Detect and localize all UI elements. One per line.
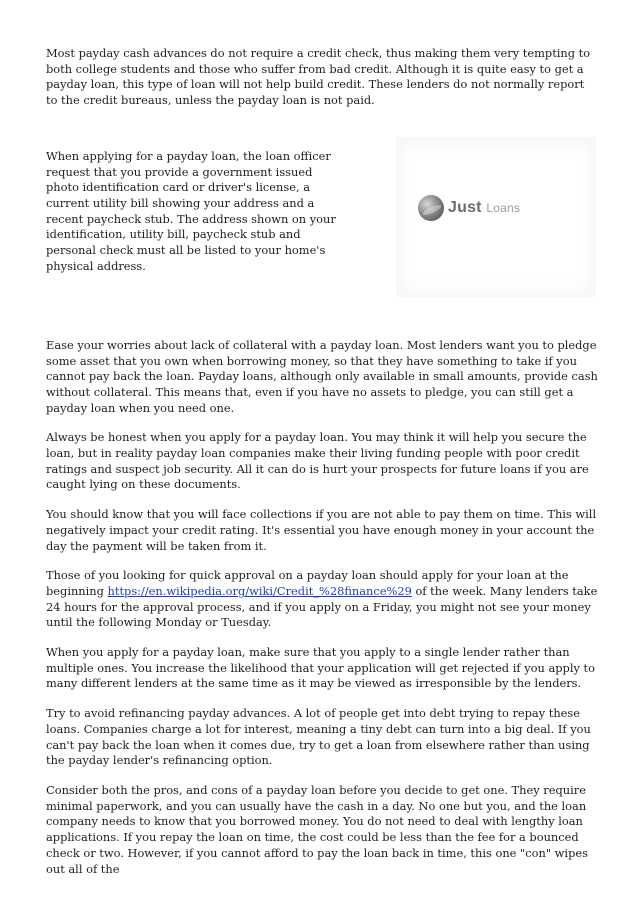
quick-approval-text-start: Those of you looking for quick approval on a payday loan should apply for your loan at the beginning <box>46 568 569 598</box>
paragraph-collections: You should know that you will face collections if you are not able to pay them on time. This will negatively impact your credit rating. It's essential you have enough money in your account the day the payment will be taken from it. <box>46 507 597 553</box>
paragraph-single-lender: When you apply for a payday loan, make sure that you apply to a single lender rather than multiple ones. You increase the likelihood that your application will get rejected if you apply to many different lenders at the same time as it may be viewed as irresponsible by the lenders. <box>46 645 595 691</box>
paragraph-honesty: Always be honest when you apply for a payday loan. You may think it will help you secure the loan, but in reality payday loan companies make their living funding people with poor credit ratings and suspect job security. All it can do is hurt your prospects for future loans if you are caught lying on these documents. <box>46 430 589 492</box>
paragraph-pros-cons: Consider both the pros, and cons of a payday loan before you decide to get one. They require minimal paperwork, and you can usually have the cash in a day. No one but you, and the loan company needs to know that you borrowed money. You do not need to deal with lengthy loan applications. If you repay the loan on time, the cost could be less than the fee for a bounced check or two. However, if you cannot afford to pay the loan back in time, this one "con" wipes out all of the <box>46 782 588 876</box>
paragraph-collateral: Ease your worries about lack of collateral with a payday loan. Most lenders want you to pledge some asset that you own when borrowing money, so that they have something to take if you cannot pay back the loan. Payday loans, although only available in small amounts, provide cash without collateral. This means that, even if you have no assets to pledge, you can still get a payday loan when you need one. <box>46 337 598 415</box>
logo-word-loans: Loans <box>486 200 521 215</box>
logo-text <box>448 199 520 217</box>
logo-image <box>396 137 596 297</box>
quick-approval-text-end: of the week. Many lenders take 24 hours for the approval process, and if you apply on a Friday, you might not see your money until the following Monday or Tuesday. <box>46 583 598 630</box>
paragraph-refinancing: Try to avoid refinancing payday advances. A lot of people get into debt trying to repay these loans. Companies charge a lot for interest, meaning a tiny debt can turn into a big deal. If you can't pay back the loan when it comes due, try to get a loan from elsewhere rather than using the payday lender's refinancing option. <box>46 706 591 768</box>
logo-word-just: Just <box>448 198 482 216</box>
section-with-logo <box>46 149 598 314</box>
wikipedia-credit-link[interactable]: https://en.wikipedia.org/wiki/Credit_%28finance%29 <box>107 583 412 598</box>
document-page <box>46 46 598 891</box>
globe-icon <box>418 195 444 221</box>
paragraph-credit-check: Most payday cash advances do not require a credit check, thus making them very tempting to both college students and those who suffer from bad credit. Although it is quite easy to get a payday loan, this type of loan will not help build credit. These lenders do not normally report to the credit bureaus, unless the payday loan is not paid. <box>46 46 591 108</box>
just-loans-logo <box>418 195 520 221</box>
paragraph-quick-approval <box>46 568 598 631</box>
paragraph-applying-requirements: When applying for a payday loan, the loan officer request that you provide a government issued photo identification card or driver's license, a current utility bill showing your address and a recent paycheck stub. The address shown on your identification, utility bill, paycheck stub and personal check must all be listed to your home's physical address. <box>46 148 336 273</box>
